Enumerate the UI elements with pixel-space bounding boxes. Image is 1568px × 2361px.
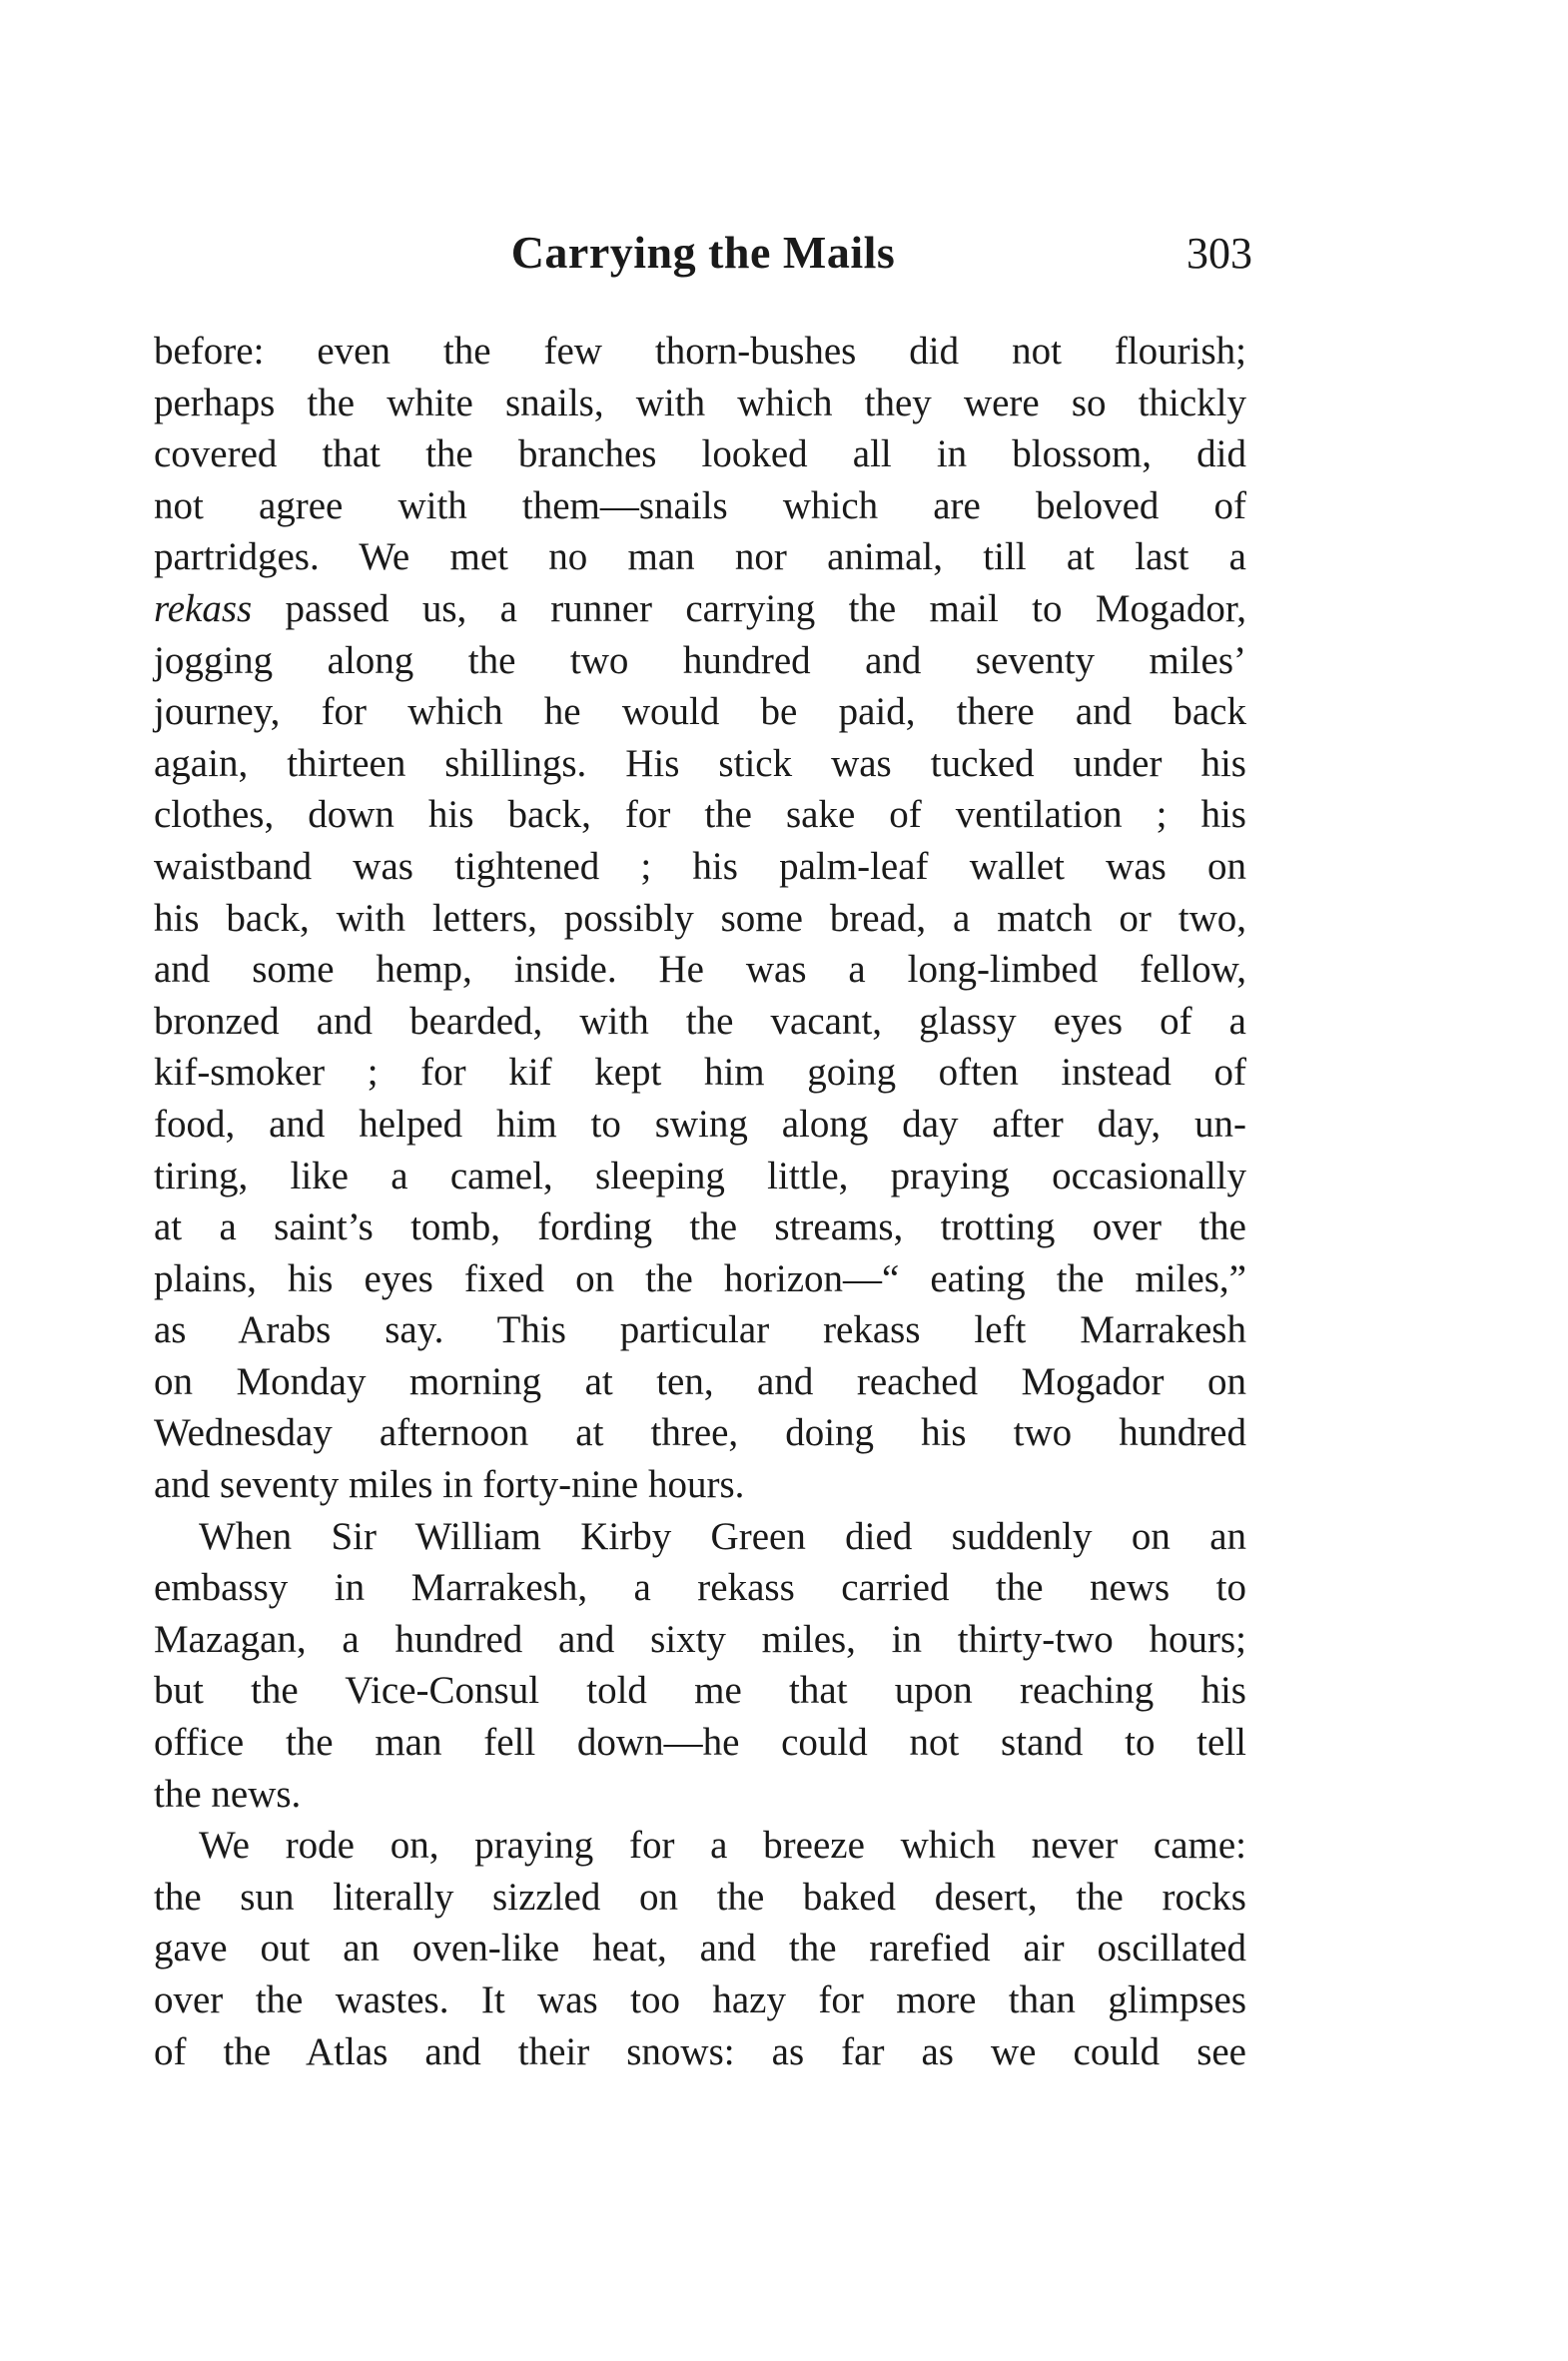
text-line — [154, 1047, 1246, 1099]
line-text: embassy in Marrakesh, a rekass carried the news to — [154, 1566, 1246, 1610]
line-text: before: even the few thorn-bushes did not flourish; — [154, 330, 1246, 373]
text-line — [154, 1974, 1246, 2026]
italic-word: rekass — [154, 586, 253, 630]
text-line — [154, 1356, 1246, 1408]
text-line — [154, 1304, 1246, 1356]
text-line — [154, 480, 1246, 532]
text-line — [154, 841, 1246, 893]
text-line — [154, 1769, 1246, 1821]
line-text: bronzed and bearded, with the vacant, glassy eyes of a — [154, 999, 1246, 1043]
text-line — [154, 635, 1246, 687]
text-line — [154, 428, 1246, 480]
text-line — [154, 326, 1246, 378]
text-line — [154, 1201, 1246, 1253]
line-text: clothes, down his back, for the sake of ventilation ; his — [154, 793, 1246, 837]
text-line — [154, 1099, 1246, 1151]
text-line — [154, 1872, 1246, 1924]
chapter-title: Carrying the Mails — [510, 227, 896, 278]
line-text: When Sir William Kirby Green died suddenly on an — [199, 1514, 1246, 1558]
running-head — [154, 226, 1252, 286]
line-text: on Monday morning at ten, and reached Mogador on — [154, 1359, 1246, 1403]
text-line — [154, 1511, 1246, 1563]
line-text: covered that the branches looked all in blossom, did — [154, 432, 1246, 476]
line-text: at a saint’s tomb, fording the streams, trotting over the — [154, 1205, 1246, 1249]
text-line — [154, 2026, 1246, 2078]
line-text: of the Atlas and their snows: as far as we could see — [154, 2029, 1246, 2073]
line-text: Wednesday afternoon at three, doing his two hundred — [154, 1411, 1246, 1455]
text-line — [154, 1665, 1246, 1717]
text-line — [154, 1151, 1246, 1202]
text-line — [154, 893, 1246, 945]
text-line — [154, 996, 1246, 1048]
line-text: Mazagan, a hundred and sixty miles, in thirty-two hours; — [154, 1617, 1246, 1661]
text-line — [154, 1820, 1246, 1872]
text-line — [154, 738, 1246, 790]
text-line — [154, 1459, 1246, 1511]
line-text: office the man fell down—he could not stand to tell — [154, 1721, 1246, 1765]
line-text: as Arabs say. This particular rekass left Marrakesh — [154, 1308, 1246, 1352]
paragraph — [154, 1820, 1246, 2077]
line-text: passed us, a runner carrying the mail to Mogador, — [252, 586, 1246, 630]
line-text: and some hemp, inside. He was a long-limbed fellow, — [154, 948, 1246, 992]
text-line — [154, 1614, 1246, 1666]
line-text: the news. — [154, 1772, 302, 1816]
text-line — [154, 1717, 1246, 1769]
text-line — [154, 583, 1246, 635]
text-line — [154, 686, 1246, 738]
text-line — [154, 789, 1246, 841]
text-line — [154, 1562, 1246, 1614]
line-text: jogging along the two hundred and seventy miles’ — [154, 638, 1246, 682]
line-text: again, thirteen shillings. His stick was tucked under his — [154, 741, 1246, 785]
paragraph — [154, 326, 1246, 1511]
line-text: partridges. We met no man nor animal, till at last a — [154, 535, 1246, 579]
line-text: tiring, like a camel, sleeping little, praying occasionally — [154, 1154, 1246, 1197]
line-text: the sun literally sizzled on the baked desert, the rocks — [154, 1875, 1246, 1919]
line-text: perhaps the white snails, with which they were so thickly — [154, 381, 1246, 424]
line-text: not agree with them—snails which are beloved of — [154, 483, 1246, 527]
page-number: 303 — [1186, 229, 1252, 278]
line-text: We rode on, praying for a breeze which never came: — [199, 1824, 1246, 1868]
line-text: journey, for which he would be paid, there and back — [154, 690, 1246, 734]
text-line — [154, 944, 1246, 996]
line-text: food, and helped him to swing along day after day, un- — [154, 1102, 1246, 1146]
line-text: waistband was tightened ; his palm-leaf wallet was on — [154, 844, 1246, 888]
line-text: over the wastes. It was too hazy for more than glimpses — [154, 1978, 1246, 2021]
text-line — [154, 1407, 1246, 1459]
text-line — [154, 1253, 1246, 1305]
text-line — [154, 378, 1246, 429]
paragraph — [154, 1511, 1246, 1821]
line-text: gave out an oven-like heat, and the rarefied air oscillated — [154, 1927, 1246, 1970]
text-line — [154, 531, 1246, 583]
line-text: and seventy miles in forty-nine hours. — [154, 1463, 745, 1507]
line-text: his back, with letters, possibly some bread, a match or two, — [154, 896, 1246, 940]
line-text: plains, his eyes fixed on the horizon—“ eating the miles,” — [154, 1256, 1246, 1300]
line-text: but the Vice-Consul told me that upon reaching his — [154, 1669, 1246, 1713]
line-text: kif-smoker ; for kif kept him going often instead of — [154, 1051, 1246, 1095]
body-text — [154, 326, 1246, 2077]
text-line — [154, 1923, 1246, 1974]
